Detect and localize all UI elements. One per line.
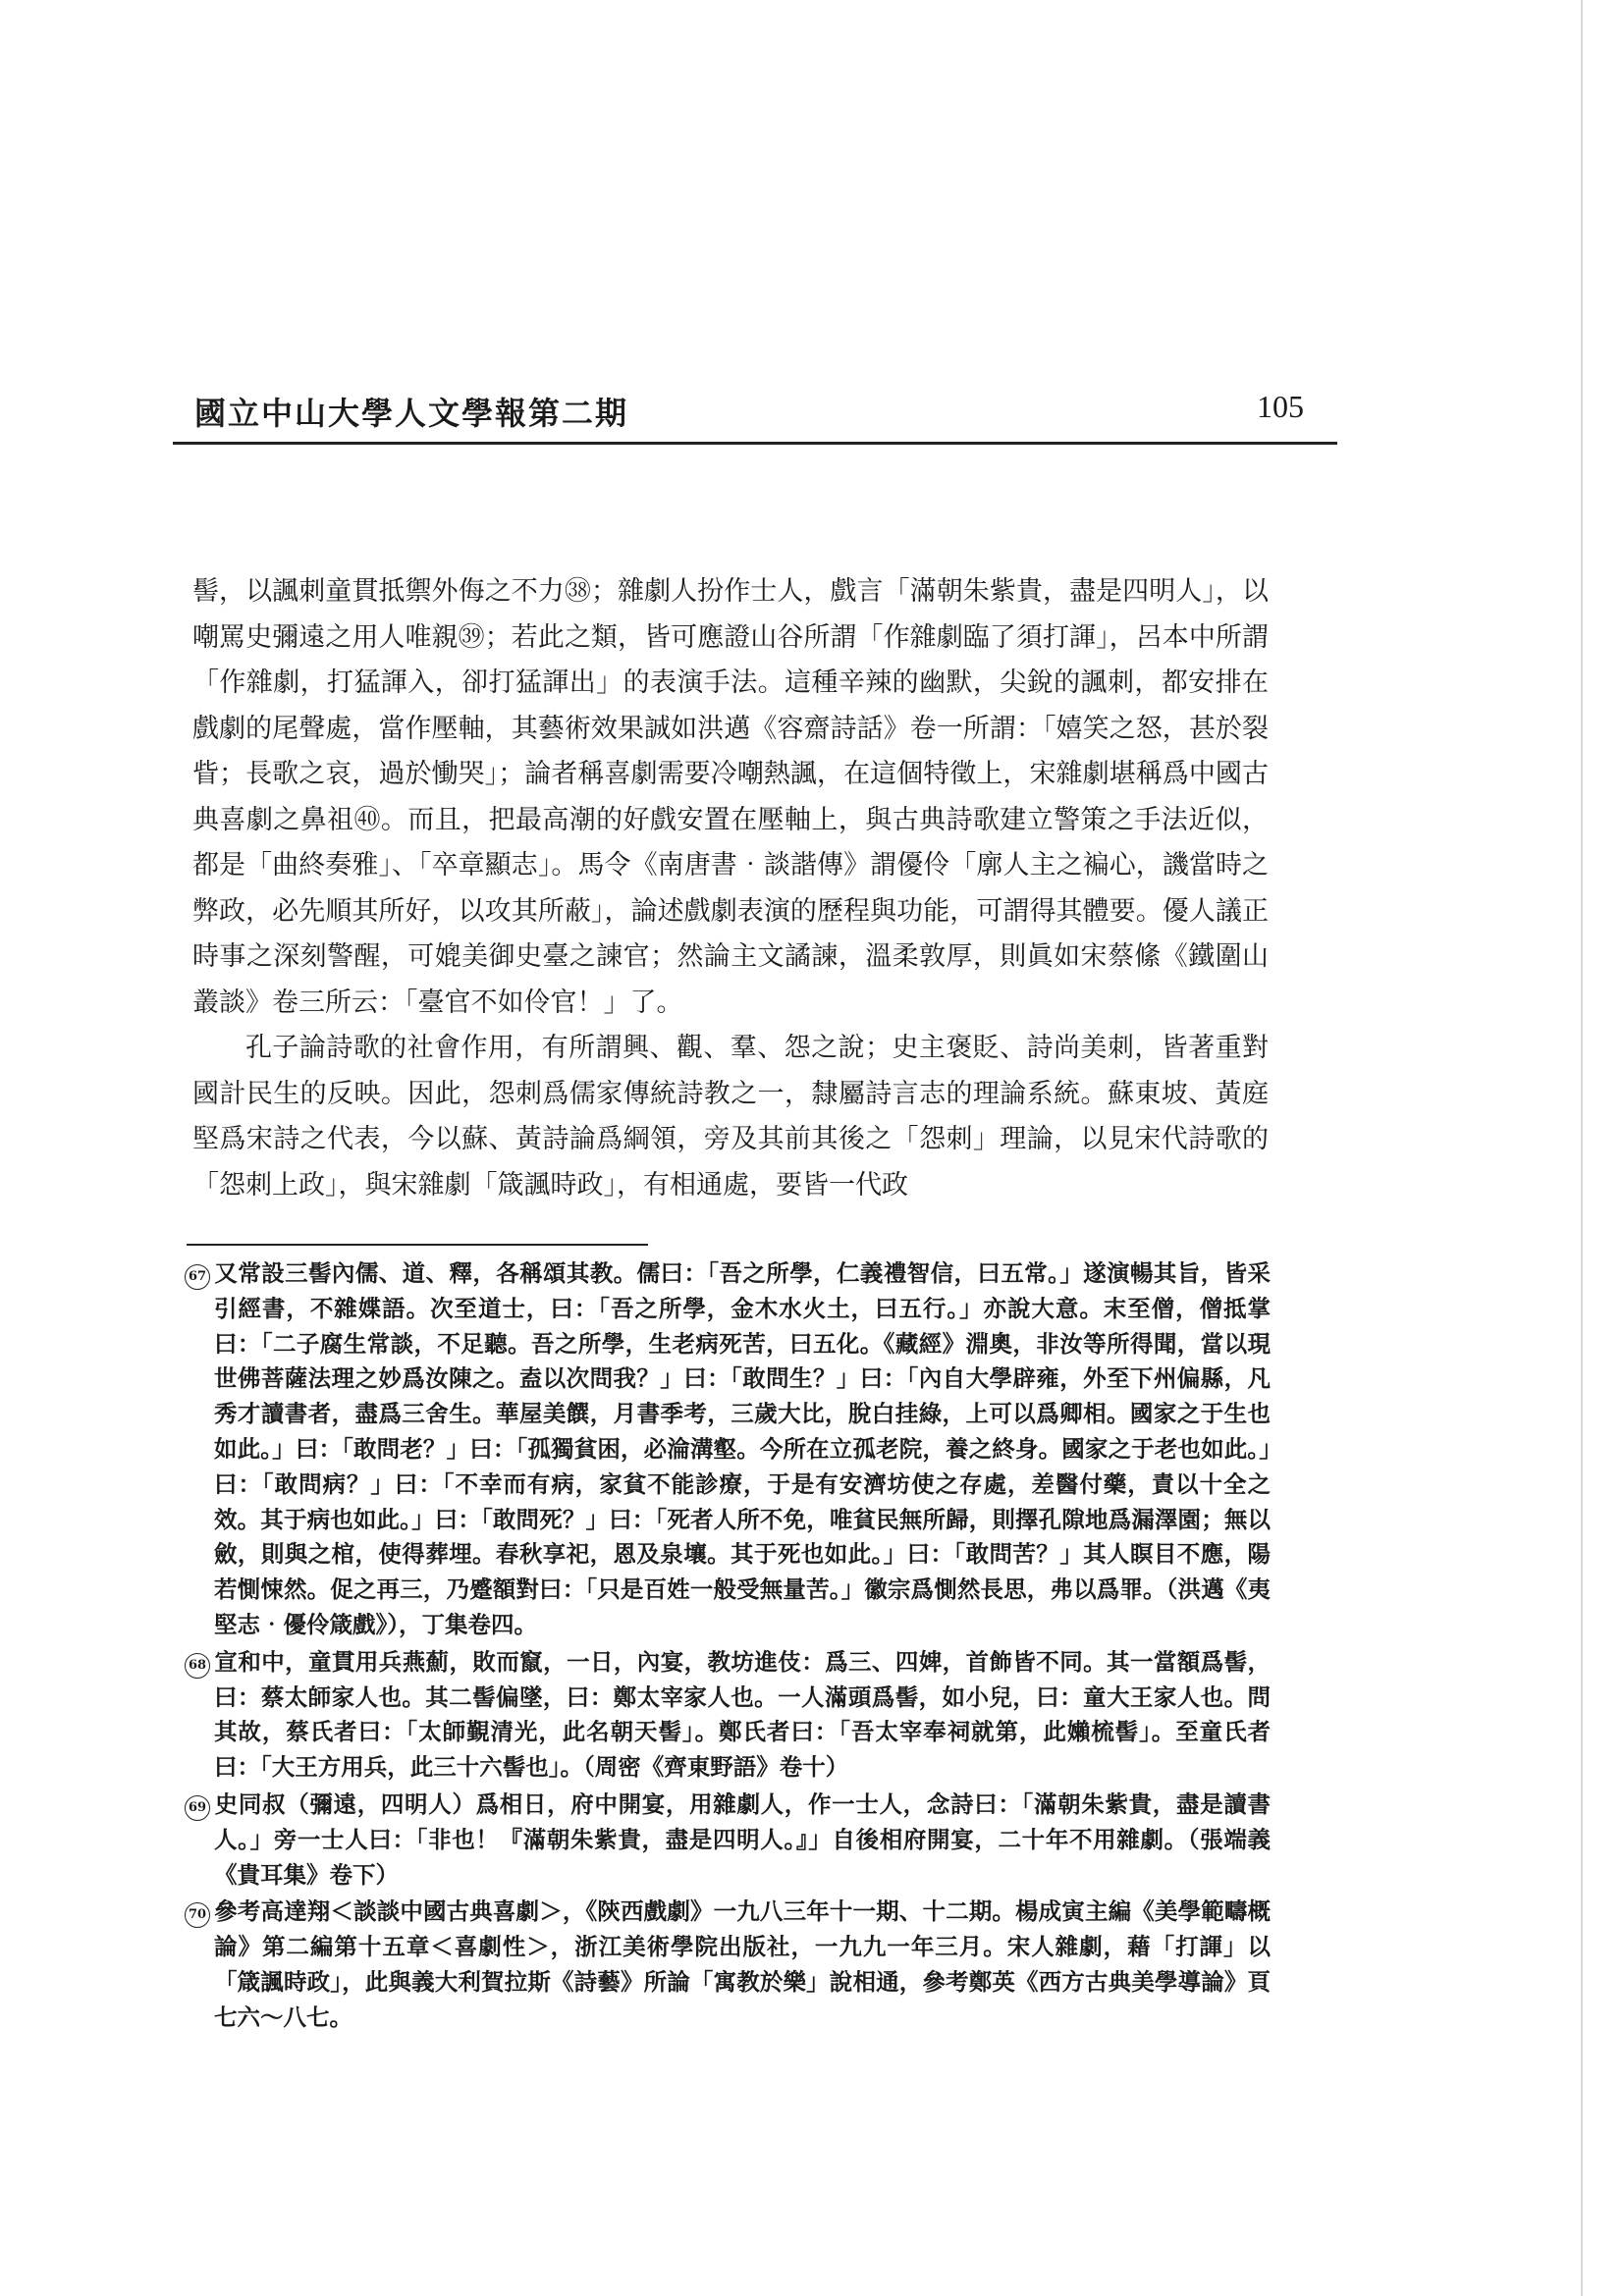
page-edge-shadow [1581, 0, 1583, 2296]
body-paragraph-1: 髻，以諷刺童貫抵禦外侮之不力㊳；雜劇人扮作士人，戲言「滿朝朱紫貴，盡是四明人」，以嘲罵史彌遠之用人唯親㊴；若此之類，皆可應證山谷所謂「作雜劇臨了須打諢」，呂本中所謂「作雜劇，打猛諢入，卻打猛諢出」的表演手法。這種辛辣的幽默，尖銳的諷刺，都安排在戲劇的尾聲處，當作壓軸，其藝術效果誠如洪邁《容齋詩話》卷一所謂：「嬉笑之怒，甚於裂眥；長歌之哀，過於慟哭」；論者稱喜劇需要冷嘲熱諷，在這個特徵上，宋雜劇堪稱爲中國古典喜劇之鼻祖㊵。而且，把最高潮的好戲安置在壓軸上，與古典詩歌建立警策之手法近似，都是「曲終奏雅」、「卒章顯志」。馬令《南唐書‧談諧傳》謂優伶「廓人主之褊心，譏當時之弊政，必先順其所好，以攻其所蔽」，論述戲劇表演的歷程與功能，可謂得其體要。優人議正時事之深刻警醒，可媲美御史臺之諫官；然論主文譎諫，溫柔敦厚，則眞如宋蔡絛《鐵圍山叢談》卷三所云：「臺官不如伶官！」了。 [192, 576, 1269, 1018]
footnote-number: 68 [185, 1653, 210, 1679]
footnote-text: 史同叔（彌遠，四明人）爲相日，府中開宴，用雜劇人，作一士人，念詩曰：「滿朝朱紫貴，盡是讀書人。」旁一士人曰：「非也！『滿朝朱紫貴，盡是四明人。』」自後相府開宴，二十年不用雜劇。（張端義《貴耳集》卷下） [214, 1789, 1271, 1889]
main-body-text [192, 569, 1269, 1208]
footnote-number: 69 [185, 1795, 210, 1821]
footnotes-section [185, 1256, 1271, 2038]
footnote-text: 又常設三髻內儒、道、釋，各稱頌其教。儒曰：「吾之所學，仁義禮智信，曰五常。」遂演暢其旨，皆采引經書，不雜媟語。次至道士，曰：「吾之所學，金木水火土，曰五行。」亦說大意。末至僧，僧抵掌曰：「二子腐生常談，不足聽。吾之所學，生老病死苦，曰五化。《藏經》淵奧，非汝等所得聞，當以現世佛菩薩法理之妙爲汝陳之。盍以次問我？」曰：「敢問生？」曰：「內自大學辟雍，外至下州偏縣，凡秀才讀書者，盡爲三舍生。華屋美饌，月書季考，三歲大比，脫白挂綠，上可以爲卿相。國家之于生也如此。」曰：「敢問老？」曰：「孤獨貧困，必淪溝壑。今所在立孤老院，養之終身。國家之于老也如此。」曰：「敢問病？」曰：「不幸而有病，家貧不能診療，于是有安濟坊使之存處，差醫付藥，責以十全之效。其于病也如此。」曰：「敢問死？」曰：「死者人所不免，唯貧民無所歸，則擇孔隙地爲漏澤園；無以斂，則與之棺，使得葬埋。春秋享祀，恩及泉壤。其于死也如此。」曰：「敢問苦？」其人瞑目不應，陽若惻悚然。促之再三，乃蹙額對曰：「只是百姓一般受無量苦。」徽宗爲惻然長思，弗以爲罪。（洪邁《夷堅志‧優伶箴戲》），丁集卷四。 [214, 1259, 1271, 1638]
running-header [173, 381, 1337, 445]
footnote-68 [185, 1645, 1271, 1786]
footnote-69 [185, 1788, 1271, 1893]
body-paragraph-2: 孔子論詩歌的社會作用，有所謂興、觀、羣、怨之說；史主褒貶、詩尚美刺，皆著重對國計民生的反映。因此，怨刺爲儒家傳統詩教之一，隸屬詩言志的理論系統。蘇東坡、黃庭堅爲宋詩之代表，今以蘇、黃詩論爲綱領，旁及其前其後之「怨刺」理論，以見宋代詩歌的「怨刺上政」，與宋雜劇「箴諷時政」，有相通處，要皆一代政 [192, 1033, 1269, 1201]
page-number: 105 [1257, 389, 1304, 424]
footnote-number: 70 [185, 1902, 210, 1928]
footnote-text: 參考高達翔＜談談中國古典喜劇＞，《陝西戲劇》一九八三年十一期、十二期。楊成寅主編《美學範疇概論》第二編第十五章＜喜劇性＞，浙江美術學院出版社，一九九一年三月。宋人雜劇，藉「打諢」以「箴諷時政」，此與義大利賀拉斯《詩藝》所論「寓教於樂」說相通，參考鄭英《西方古典美學導論》頁七六～八七。 [214, 1897, 1271, 2031]
footnote-separator [187, 1244, 648, 1246]
footnote-text: 宣和中，童貫用兵燕薊，敗而竄，一日，內宴，教坊進伎：爲三、四婢，首飾皆不同。其一當額爲髻，曰：蔡太師家人也。其二髻偏墜，曰：鄭太宰家人也。一人滿頭爲髻，如小兒，曰：童大王家人也。問其故，蔡氏者曰：「太師覲清光，此名朝天髻」。鄭氏者曰：「吾太宰奉祠就第，此嬾梳髻」。至童氏者曰：「大王方用兵，此三十六髻也」。（周密《齊東野語》卷十） [214, 1647, 1271, 1782]
footnote-67 [185, 1256, 1271, 1643]
journal-title: 國立中山大學人文學報第二期 [194, 395, 629, 432]
footnote-number: 67 [185, 1264, 210, 1290]
footnote-70 [185, 1895, 1271, 2035]
